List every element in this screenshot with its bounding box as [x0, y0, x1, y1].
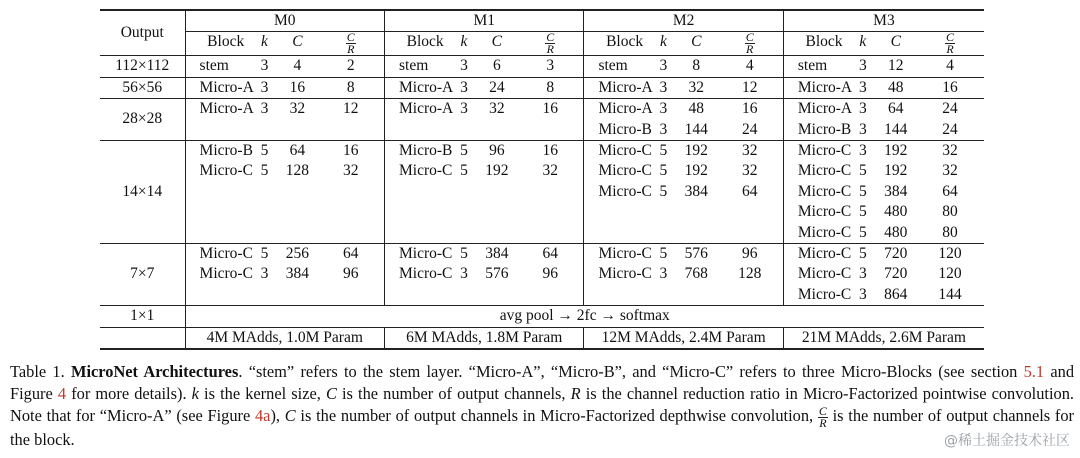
output-size-cell: 28×28	[100, 99, 185, 141]
value-cr: 2	[346, 57, 355, 75]
cell-block	[783, 141, 850, 244]
group-title-m0: M0	[185, 10, 384, 32]
value-cr: 96	[343, 265, 359, 283]
value-k: 5	[858, 245, 867, 263]
caption-title: MicroNet Architectures	[70, 362, 239, 381]
cell-k	[850, 77, 875, 98]
cell-block	[783, 244, 850, 306]
value-block: Micro-B	[199, 142, 253, 160]
cell-block	[185, 77, 252, 98]
cell-c	[876, 99, 916, 141]
value-c: 144	[884, 120, 908, 138]
value-k: 3	[460, 78, 468, 96]
cell-c	[676, 141, 716, 244]
cell-block	[584, 99, 651, 141]
value-block: Micro-C	[797, 182, 852, 200]
output-size-cell: 112×112	[100, 56, 185, 77]
col-header-k: k	[859, 33, 867, 51]
value-c: 720	[884, 265, 908, 283]
value-k: 3	[260, 100, 269, 118]
value-c: 192	[684, 162, 708, 180]
cell-cr	[916, 56, 984, 77]
caption-text: for more details).	[66, 384, 192, 403]
cell-block	[384, 99, 454, 141]
caption-text: and Figure	[10, 362, 1075, 403]
symbol-k: k	[191, 384, 199, 403]
cell-c	[277, 77, 317, 98]
value-k: 3	[260, 265, 269, 283]
cell-cr	[717, 244, 784, 306]
value-cr: 32	[542, 162, 558, 180]
value-k: 3	[858, 100, 867, 118]
cell-cr	[318, 244, 385, 306]
value-k: 3	[858, 142, 867, 160]
section-ref-link[interactable]: 5.1	[1023, 362, 1045, 381]
cell-cr	[916, 244, 984, 306]
fraction-c-over-r	[945, 32, 955, 55]
cell-block	[584, 56, 651, 77]
value-block: Micro-C	[797, 142, 852, 160]
col-header-c-over-r	[517, 32, 584, 56]
value-cr: 32	[942, 162, 958, 180]
value-cr: 80	[942, 203, 958, 221]
cell-k	[850, 99, 875, 141]
value-c: 256	[285, 245, 309, 263]
value-cr: 32	[741, 142, 758, 160]
value-block: Micro-C	[797, 285, 852, 303]
value-c: 96	[489, 142, 505, 160]
value-block: Micro-C	[598, 142, 652, 160]
value-c: 4	[293, 57, 302, 75]
cell-cr	[916, 99, 984, 141]
cell-cr	[318, 56, 385, 77]
value-cr: 16	[542, 142, 558, 160]
value-cr: 96	[542, 265, 558, 283]
cell-k	[451, 99, 476, 141]
value-block: Micro-C	[398, 162, 453, 180]
value-cr: 24	[942, 120, 958, 138]
value-cr: 144	[938, 285, 962, 303]
cell-cr	[517, 77, 584, 98]
value-cr: 4	[745, 57, 754, 75]
cell-k	[451, 141, 476, 244]
value-k: 3	[659, 78, 668, 96]
value-c: 192	[884, 162, 908, 180]
cell-block	[584, 244, 651, 306]
value-c: 32	[489, 100, 505, 118]
symbol-c: C	[325, 384, 337, 403]
cell-k	[651, 77, 676, 98]
output-size-cell: 1×1	[100, 306, 185, 327]
cell-block	[185, 99, 252, 141]
cell-cr	[517, 244, 584, 306]
cell-k	[252, 141, 277, 244]
cell-c	[477, 99, 517, 141]
cell-cr	[517, 56, 584, 77]
cell-cr	[717, 141, 784, 244]
value-block: Micro-A	[398, 78, 454, 96]
value-cr: 80	[942, 223, 958, 241]
col-header-block: Block	[207, 33, 245, 51]
caption-text: is the kernel size,	[198, 384, 326, 403]
value-k: 5	[460, 162, 468, 180]
value-k: 5	[858, 223, 867, 241]
value-block: stem	[398, 57, 429, 75]
value-block: Micro-C	[797, 265, 852, 283]
cell-k	[451, 56, 476, 77]
value-c: 384	[285, 265, 309, 283]
value-block: Micro-C	[199, 265, 253, 283]
col-header-block: Block	[606, 33, 644, 51]
value-c: 480	[884, 223, 908, 241]
col-header-c: C	[292, 33, 303, 51]
value-block: Micro-A	[598, 78, 653, 96]
model-cost-cell: 4M MAdds, 1.0M Param	[185, 327, 384, 349]
value-cr: 16	[343, 142, 359, 160]
cell-k	[651, 244, 676, 306]
cell-k	[850, 244, 875, 306]
model-cost-cell: 12M MAdds, 2.4M Param	[584, 327, 783, 349]
cell-k	[651, 99, 676, 141]
cell-block	[185, 141, 252, 244]
value-k: 3	[460, 265, 468, 283]
value-cr: 12	[741, 78, 758, 96]
table-caption	[10, 361, 1074, 451]
value-cr: 128	[738, 265, 762, 283]
value-cr: 64	[741, 182, 758, 200]
fraction-numerator: C	[745, 30, 754, 45]
value-cr: 16	[542, 100, 558, 118]
value-k: 5	[659, 245, 668, 263]
col-header-c: C	[691, 33, 702, 51]
value-block: Micro-C	[598, 182, 652, 200]
output-size-cell: 56×56	[100, 77, 185, 98]
cell-c	[277, 244, 317, 306]
totals-row	[100, 327, 984, 349]
value-c: 576	[485, 265, 509, 283]
caption-text: is the number of output channels,	[336, 384, 571, 403]
figure-4a-ref-link[interactable]: 4a	[254, 406, 271, 425]
fraction-denominator: R	[546, 42, 554, 57]
col-header-c: C	[890, 33, 901, 51]
cell-cr	[318, 141, 385, 244]
cell-c	[876, 141, 916, 244]
value-k: 3	[460, 100, 468, 118]
empty-cell	[100, 327, 185, 349]
cell-cr	[916, 141, 984, 244]
group-title-m3: M3	[783, 10, 984, 32]
value-c: 384	[485, 245, 509, 263]
cell-k	[850, 141, 875, 244]
value-c: 480	[884, 203, 908, 221]
value-cr: 120	[938, 245, 962, 263]
value-c: 16	[289, 78, 306, 96]
value-block: Micro-C	[598, 245, 652, 263]
cell-k	[451, 244, 476, 306]
value-block: Micro-C	[199, 162, 253, 180]
cell-cr	[517, 99, 584, 141]
value-c: 192	[485, 162, 509, 180]
symbol-c: C	[284, 406, 296, 425]
value-cr: 16	[942, 78, 958, 96]
column-header-row	[100, 32, 984, 56]
value-block: Micro-C	[398, 245, 453, 263]
value-k: 3	[858, 57, 867, 75]
cell-block	[384, 141, 451, 244]
value-block: Micro-B	[598, 120, 652, 138]
output-header: Output	[100, 10, 185, 56]
value-c: 768	[684, 265, 708, 283]
value-c: 576	[684, 245, 708, 263]
value-k: 5	[659, 142, 668, 160]
cell-c	[876, 56, 916, 77]
col-header-c-over-r	[717, 32, 784, 56]
value-block: Micro-A	[797, 78, 853, 96]
fraction-numerator: C	[818, 403, 827, 418]
value-c: 24	[489, 78, 505, 96]
value-k: 3	[260, 78, 269, 96]
value-k: 5	[659, 162, 668, 180]
value-c: 864	[884, 285, 908, 303]
value-k: 3	[260, 57, 269, 75]
fraction-numerator: C	[346, 30, 355, 45]
col-header-k: k	[659, 33, 667, 51]
watermark: @稀土掘金技术社区	[944, 433, 1070, 449]
group-title-m1: M1	[384, 10, 583, 32]
col-header-k: k	[460, 33, 468, 51]
cell-cr	[717, 77, 784, 98]
value-k: 3	[460, 57, 468, 75]
value-k: 3	[858, 285, 867, 303]
cell-c	[876, 244, 916, 306]
col-header-k: k	[261, 33, 268, 51]
cell-c	[676, 56, 716, 77]
fraction-denominator: R	[746, 42, 754, 57]
architecture-table	[100, 9, 984, 350]
value-c: 144	[684, 120, 708, 138]
value-c: 48	[887, 78, 904, 96]
value-cr: 8	[546, 78, 555, 96]
cell-c	[676, 77, 716, 98]
caption-text: ),	[270, 406, 285, 425]
caption-text: is the channel reduction ratio in Micro-Factorized pointwise convolution. Note that for “Micro-A” (see Figure	[10, 384, 1074, 425]
value-c: 64	[887, 100, 904, 118]
cell-k	[252, 99, 277, 141]
value-k: 5	[858, 182, 867, 200]
cell-block	[584, 141, 651, 244]
value-block: Micro-C	[398, 265, 453, 283]
cell-cr	[318, 77, 385, 98]
table-row	[100, 99, 984, 141]
cell-c	[676, 244, 716, 306]
cell-k	[252, 56, 277, 77]
cell-c	[477, 56, 517, 77]
value-k: 3	[659, 265, 668, 283]
fraction-denominator: R	[347, 42, 355, 57]
group-title-m2: M2	[584, 10, 783, 32]
value-cr: 32	[741, 162, 758, 180]
fraction-numerator: C	[546, 30, 555, 45]
value-block: Micro-C	[797, 203, 852, 221]
value-cr: 4	[946, 57, 954, 75]
value-block: Micro-C	[797, 223, 852, 241]
cell-c	[277, 141, 317, 244]
cell-block	[384, 244, 451, 306]
value-cr: 96	[741, 245, 758, 263]
value-k: 3	[858, 120, 867, 138]
value-k: 5	[260, 142, 269, 160]
value-k: 3	[659, 57, 668, 75]
value-c: 8	[692, 57, 701, 75]
cell-cr	[717, 56, 784, 77]
caption-label: Table 1.	[10, 362, 65, 381]
value-cr: 32	[343, 162, 359, 180]
value-block: Micro-C	[797, 245, 852, 263]
output-size-cell: 14×14	[100, 141, 185, 244]
cell-c	[277, 56, 317, 77]
pool-row	[100, 306, 984, 327]
output-size-cell: 7×7	[100, 244, 185, 306]
cell-c	[477, 141, 517, 244]
model-cost-cell: 21M MAdds, 2.6M Param	[783, 327, 984, 349]
value-c: 720	[884, 245, 908, 263]
table-row	[100, 244, 984, 306]
value-c: 192	[884, 142, 908, 160]
value-cr: 24	[741, 120, 758, 138]
value-c: 384	[684, 182, 708, 200]
cell-c	[876, 77, 916, 98]
value-c: 32	[688, 78, 705, 96]
cell-block	[185, 244, 252, 306]
value-k: 5	[858, 203, 867, 221]
table-row	[100, 141, 984, 244]
value-cr: 3	[546, 57, 555, 75]
value-cr: 12	[343, 100, 359, 118]
value-k: 5	[858, 162, 867, 180]
value-block: Micro-A	[797, 100, 853, 118]
col-header-c-over-r	[318, 32, 385, 56]
value-k: 3	[858, 265, 867, 283]
value-cr: 64	[343, 245, 359, 263]
value-c: 128	[285, 162, 309, 180]
figure-ref-link[interactable]: 4	[57, 384, 67, 403]
value-k: 5	[260, 162, 269, 180]
value-block: Micro-C	[797, 162, 852, 180]
fraction-denominator: R	[819, 415, 827, 430]
cell-c	[477, 244, 517, 306]
cell-cr	[318, 99, 385, 141]
value-cr: 24	[942, 100, 958, 118]
fraction-c-over-r	[818, 403, 828, 430]
cell-cr	[517, 141, 584, 244]
table-row	[100, 56, 984, 77]
value-cr: 16	[741, 100, 758, 118]
value-c: 64	[289, 142, 306, 160]
value-k: 5	[460, 245, 468, 263]
cell-k	[451, 77, 476, 98]
fraction-c-over-r	[346, 32, 356, 55]
value-block: Micro-C	[199, 245, 253, 263]
fraction-denominator: R	[946, 42, 954, 57]
cell-block	[384, 56, 451, 77]
cell-cr	[916, 77, 984, 98]
cell-k	[850, 56, 875, 77]
value-k: 3	[659, 120, 668, 138]
col-header-c-over-r	[916, 32, 984, 56]
value-c: 32	[289, 100, 306, 118]
fraction-c-over-r	[545, 32, 555, 55]
value-block: Micro-B	[797, 120, 852, 138]
value-block: Micro-A	[598, 100, 653, 118]
cell-c	[676, 99, 716, 141]
value-c: 12	[887, 57, 904, 75]
value-block: stem	[199, 57, 229, 75]
fraction-c-over-r	[745, 32, 755, 55]
cell-block	[185, 56, 252, 77]
value-cr: 8	[346, 78, 355, 96]
value-k: 5	[260, 245, 269, 263]
col-header-c: C	[491, 33, 502, 51]
value-block: Micro-A	[199, 78, 254, 96]
value-block: Micro-B	[398, 142, 453, 160]
table-row	[100, 77, 984, 98]
caption-text: is the number of output channels for the block.	[10, 406, 1074, 449]
value-block: Micro-C	[598, 265, 652, 283]
cell-block	[783, 77, 853, 98]
col-header-block: Block	[805, 33, 843, 51]
value-c: 6	[492, 57, 501, 75]
cell-c	[277, 99, 317, 141]
model-cost-cell: 6M MAdds, 1.8M Param	[384, 327, 583, 349]
value-c: 192	[684, 142, 708, 160]
value-block: stem	[598, 57, 628, 75]
value-cr: 32	[942, 142, 958, 160]
cell-block	[384, 77, 454, 98]
value-k: 5	[659, 182, 668, 200]
symbol-r: R	[570, 384, 581, 403]
caption-text: . “stem” refers to the stem layer. “Micro-A”, “Micro-B”, and “Micro-C” refers to three Micro-Blocks (see section	[238, 362, 1024, 381]
cell-k	[252, 77, 277, 98]
value-k: 3	[858, 78, 867, 96]
cell-block	[584, 77, 651, 98]
caption-text: is the number of output channels in Micro-Factorized depthwise convolution,	[295, 406, 818, 425]
cell-c	[477, 77, 517, 98]
col-header-block: Block	[406, 33, 444, 51]
value-block: Micro-A	[398, 100, 454, 118]
value-cr: 120	[938, 265, 962, 283]
fraction-numerator: C	[945, 30, 954, 45]
cell-block	[783, 56, 850, 77]
pool-description: avg pool → 2fc → softmax	[185, 306, 984, 327]
cell-cr	[717, 99, 784, 141]
cell-k	[651, 56, 676, 77]
value-k: 5	[460, 142, 468, 160]
value-cr: 64	[542, 245, 558, 263]
value-block: Micro-C	[598, 162, 652, 180]
cell-k	[651, 141, 676, 244]
value-c: 384	[884, 182, 908, 200]
cell-k	[252, 244, 277, 306]
value-c: 48	[688, 100, 705, 118]
group-header-row	[100, 10, 984, 32]
value-block: Micro-A	[199, 100, 254, 118]
value-block: stem	[797, 57, 828, 75]
value-k: 3	[659, 100, 668, 118]
value-cr: 64	[942, 182, 958, 200]
cell-block	[783, 99, 853, 141]
